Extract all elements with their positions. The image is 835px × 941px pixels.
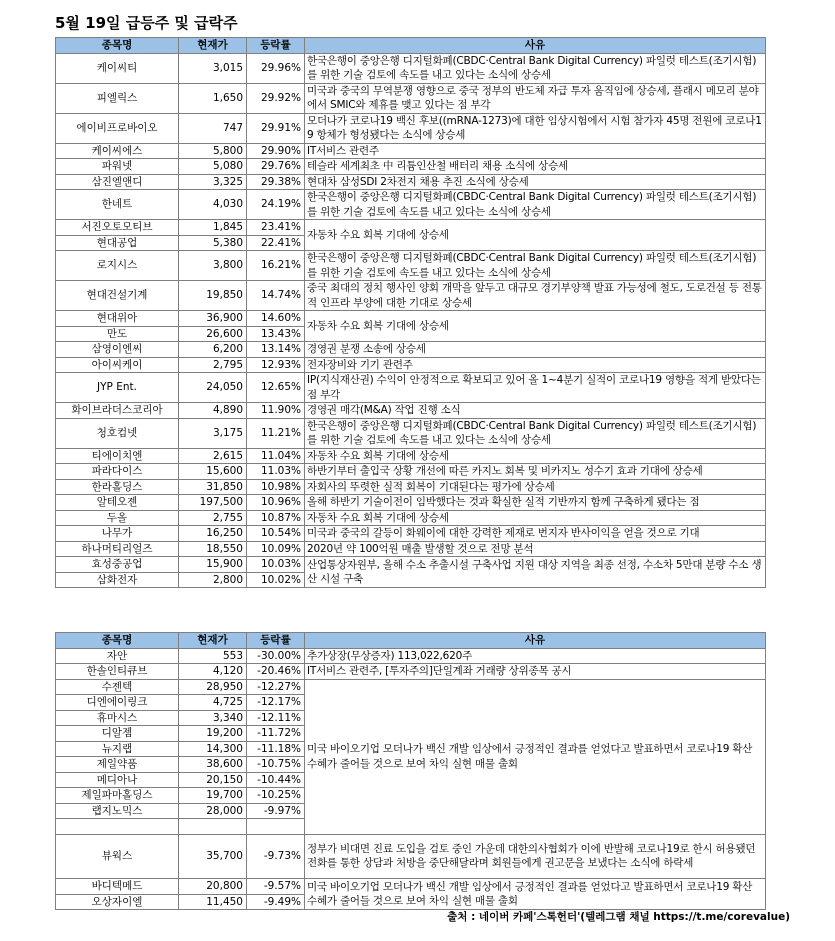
header-name: 종목명 [56,633,179,649]
stock-price: 19,700 [179,788,247,804]
stock-name: JYP Ent. [56,373,179,403]
stock-price: 15,900 [179,557,247,573]
stock-price: 14,300 [179,741,247,757]
stock-name: 파워넷 [56,159,179,175]
stock-price: 1,650 [179,83,247,113]
stock-name: 케이씨티 [56,53,179,83]
reason: 하반기부터 출입국 상황 개선에 따른 카지노 회복 및 비카지노 성수기 효과 기대에 상승세 [305,464,766,480]
stock-price: 38,600 [179,757,247,773]
change-rate: 14.74% [247,281,305,311]
stock-name: 에이비프로바이오 [56,113,179,143]
table-row [56,342,766,358]
table-row [56,174,766,190]
table-row [56,510,766,526]
table-row [56,448,766,464]
table-row [56,190,766,220]
change-rate: -12.27% [247,679,305,695]
stock-price: 31,850 [179,479,247,495]
stock-name: 뉴지랩 [56,741,179,757]
reason: 자회사의 뚜렷한 실적 회복이 기대된다는 평가에 상승세 [305,479,766,495]
stock-name: 효성중공업 [56,557,179,573]
reason: 미국과 중국의 갈등이 화웨이에 대한 강력한 제재로 번지자 반사이익을 얻을 것으로 기대 [305,526,766,542]
stock-price: 28,000 [179,803,247,819]
change-rate: -12.11% [247,710,305,726]
stock-name: 나무가 [56,526,179,542]
stock-price: 24,050 [179,373,247,403]
change-rate: -30.00% [247,648,305,664]
stock-name: 한네트 [56,190,179,220]
change-rate: 10.03% [247,557,305,573]
header-price: 현재가 [179,38,247,54]
stock-name: 파라다이스 [56,464,179,480]
change-rate: 29.76% [247,159,305,175]
change-rate: 10.96% [247,495,305,511]
table-row [56,83,766,113]
reason: 경영권 분쟁 소송에 상승세 [305,342,766,358]
stock-name: 만도 [56,326,179,342]
losers-header-row [56,633,766,649]
reason: 한국은행이 중앙은행 디지털화폐(CBDC·Central Bank Digital Currency) 파일럿 테스트(조기시험)를 위한 기술 검토에 속도를 내고 있다는 소식에 상승세 [305,53,766,83]
stock-name [56,819,179,835]
stock-price: 4,725 [179,695,247,711]
table-row [56,834,766,879]
table-row [56,664,766,680]
table-row [56,418,766,448]
reason: 미국과 중국의 무역분쟁 영향으로 중국 정부의 반도체 자급 투자 움직임에 상승세, 플래시 메모리 분야에서 SMIC와 제휴를 맺고 있다는 점 부각 [305,83,766,113]
change-rate: 10.54% [247,526,305,542]
stock-name: 바디텍메드 [56,879,179,895]
table-row [56,143,766,159]
stock-price: 5,800 [179,143,247,159]
reason: 자동차 수요 회복 기대에 상승세 [305,448,766,464]
header-rate: 등락률 [247,38,305,54]
reason: 자동차 수요 회복 기대에 상승세 [305,220,766,251]
header-reason: 사유 [305,38,766,54]
reason: IT서비스 관련주, [투자주의]단일계좌 거래량 상위종목 공시 [305,664,766,680]
stock-price: 20,150 [179,772,247,788]
change-rate [247,819,305,835]
change-rate: -9.49% [247,894,305,910]
reason: 테슬라 세계최초 中 리튬인산철 배터리 채용 소식에 상승세 [305,159,766,175]
table-row [56,373,766,403]
change-rate: -9.57% [247,879,305,895]
stock-price: 2,800 [179,572,247,588]
change-rate: -10.25% [247,788,305,804]
stock-price: 26,600 [179,326,247,342]
reason: 경영권 매각(M&A) 작업 진행 소식 [305,403,766,419]
change-rate: 12.93% [247,357,305,373]
stock-name: 한라홀딩스 [56,479,179,495]
header-reason: 사유 [305,633,766,649]
change-rate: -12.17% [247,695,305,711]
change-rate: 11.90% [247,403,305,419]
reason: 올해 하반기 기술이전이 임박했다는 것과 확실한 실적 기반까지 함께 구축하게 됐다는 점 [305,495,766,511]
change-rate: 23.41% [247,220,305,236]
table-row [56,879,766,895]
reason: 자동차 수요 회복 기대에 상승세 [305,510,766,526]
stock-price: 3,175 [179,418,247,448]
reason: 한국은행이 중앙은행 디지털화폐(CBDC·Central Bank Digital Currency) 파일럿 테스트(조기시험)를 위한 기술 검토에 속도를 내고 있다는 소식에 상승세 [305,190,766,220]
stock-name: 청호컴넷 [56,418,179,448]
change-rate: 29.91% [247,113,305,143]
stock-price: 15,600 [179,464,247,480]
reason: 산업통상자원부, 올해 수소 추출시설 구축사업 지원 대상 지역을 최종 선정, 수소차 5만대 분량 수소 생산 시설 구축 [305,557,766,588]
stock-price: 3,015 [179,53,247,83]
stock-price: 4,890 [179,403,247,419]
stock-name: 로지시스 [56,251,179,281]
table-row [56,281,766,311]
table-row [56,495,766,511]
reason: 전자장비와 기기 관련주 [305,357,766,373]
stock-price: 3,325 [179,174,247,190]
reason: 모더나가 코로나19 백신 후보((mRNA-1273)에 대한 임상시험에서 시험 참가자 45명 전원에 코로나19 항체가 형성됐다는 소식에 상승세 [305,113,766,143]
stock-price: 16,250 [179,526,247,542]
table-row [56,464,766,480]
header-name: 종목명 [56,38,179,54]
header-price: 현재가 [179,633,247,649]
stock-price: 6,200 [179,342,247,358]
stock-name: 현대위아 [56,311,179,327]
change-rate: 12.65% [247,373,305,403]
stock-price: 1,845 [179,220,247,236]
stock-price: 18,550 [179,541,247,557]
table-row [56,526,766,542]
table-row [56,479,766,495]
stock-price: 2,755 [179,510,247,526]
table-row [56,311,766,327]
stock-name: 삼진엘앤디 [56,174,179,190]
reason: 미국 바이오기업 모더나가 백신 개발 임상에서 긍정적인 결과를 얻었다고 발표하면서 코로나19 확산 수혜가 줄어들 것으로 보여 차익 실현 매물 출회 [305,679,766,834]
change-rate: 13.43% [247,326,305,342]
change-rate: 16.21% [247,251,305,281]
stock-name: 휴마시스 [56,710,179,726]
stock-price: 20,800 [179,879,247,895]
table-row [56,648,766,664]
stock-price: 197,500 [179,495,247,511]
change-rate: 29.90% [247,143,305,159]
stock-name: 제일파마홀딩스 [56,788,179,804]
stock-price: 5,080 [179,159,247,175]
stock-price: 3,800 [179,251,247,281]
reason: 정부가 비대면 진료 도입을 검토 중인 가운데 대한의사협회가 이에 반발해 코로나19로 한시 허용됐던 전화를 통한 상담과 처방을 중단해달라며 회원들에게 권고문을 보냈다는 소식에 하락세 [305,834,766,879]
stock-name: 오상자이엘 [56,894,179,910]
reason: 현대차 삼성SDI 2차전지 채용 추진 소식에 상승세 [305,174,766,190]
change-rate: 11.03% [247,464,305,480]
source-credit: 출처 : 네이버 카페'스톡헌터'(텔레그램 채널 https://t.me/corevalue) [447,911,790,923]
stock-name: 케이씨에스 [56,143,179,159]
gainers-header-row [56,38,766,54]
stock-price: 11,450 [179,894,247,910]
stock-price: 4,120 [179,664,247,680]
stock-price: 35,700 [179,834,247,879]
stock-name: 티에이치엔 [56,448,179,464]
reason: IP(지식재산권) 수익이 안정적으로 확보되고 있어 올 1~4분기 실적이 코로나19 영향을 적게 받았다는 점 부각 [305,373,766,403]
stock-name: 랩지노믹스 [56,803,179,819]
stock-name: 한솔인티큐브 [56,664,179,680]
stock-name: 제일약품 [56,757,179,773]
change-rate: 22.41% [247,235,305,251]
table-row [56,113,766,143]
stock-name: 화이브라더스코리아 [56,403,179,419]
stock-name: 현대공업 [56,235,179,251]
change-rate: -10.44% [247,772,305,788]
table-row [56,557,766,573]
change-rate: 10.98% [247,479,305,495]
table-row [56,53,766,83]
table-row [56,251,766,281]
stock-name: 메디아나 [56,772,179,788]
reason: 한국은행이 중앙은행 디지털화폐(CBDC·Central Bank Digital Currency) 파일럿 테스트(조기시험)를 위한 기술 검토에 속도를 내고 있다는 소식에 상승세 [305,418,766,448]
stock-price: 2,615 [179,448,247,464]
stock-name: 서진오토모티브 [56,220,179,236]
stock-price [179,819,247,835]
change-rate: -9.97% [247,803,305,819]
change-rate: 10.09% [247,541,305,557]
stock-name: 아이씨케이 [56,357,179,373]
change-rate: 11.21% [247,418,305,448]
stock-name: 디엔에이링크 [56,695,179,711]
change-rate: 24.19% [247,190,305,220]
stock-name: 두올 [56,510,179,526]
stock-price: 36,900 [179,311,247,327]
stock-price: 19,200 [179,726,247,742]
gainers-table [55,37,766,588]
change-rate: -10.75% [247,757,305,773]
reason: 자동차 수요 회복 기대에 상승세 [305,311,766,342]
page-title: 5월 19일 급등주 및 급락주 [55,14,238,32]
change-rate: 11.04% [247,448,305,464]
stock-name: 삼화전자 [56,572,179,588]
stock-price: 747 [179,113,247,143]
stock-name: 자안 [56,648,179,664]
table-row [56,541,766,557]
stock-price: 553 [179,648,247,664]
stock-name: 삼영이엔씨 [56,342,179,358]
stock-name: 피엘릭스 [56,83,179,113]
stock-name: 디알젬 [56,726,179,742]
change-rate: 13.14% [247,342,305,358]
stock-price: 19,850 [179,281,247,311]
table-row [56,220,766,236]
change-rate: -11.18% [247,741,305,757]
stock-price: 28,950 [179,679,247,695]
stock-name: 뷰웍스 [56,834,179,879]
losers-table [55,632,766,910]
change-rate: -11.72% [247,726,305,742]
change-rate: -20.46% [247,664,305,680]
stock-name: 현대건설기계 [56,281,179,311]
table-row [56,357,766,373]
change-rate: -9.73% [247,834,305,879]
change-rate: 29.38% [247,174,305,190]
change-rate: 29.96% [247,53,305,83]
change-rate: 10.02% [247,572,305,588]
stock-price: 4,030 [179,190,247,220]
table-row [56,403,766,419]
table-row [56,679,766,695]
stock-price: 2,795 [179,357,247,373]
change-rate: 14.60% [247,311,305,327]
reason: 2020년 약 100억원 매출 발생할 것으로 전망 분석 [305,541,766,557]
reason: 추가상장(무상증자) 113,022,620주 [305,648,766,664]
change-rate: 10.87% [247,510,305,526]
stock-price: 3,340 [179,710,247,726]
stock-name: 수젠텍 [56,679,179,695]
table-row [56,159,766,175]
reason: 한국은행이 중앙은행 디지털화폐(CBDC·Central Bank Digital Currency) 파일럿 테스트(조기시험)를 위한 기술 검토에 속도를 내고 있다는 소식에 상승세 [305,251,766,281]
change-rate: 29.92% [247,83,305,113]
reason: IT서비스 관련주 [305,143,766,159]
reason: 미국 바이오기업 모더나가 백신 개발 임상에서 긍정적인 결과를 얻었다고 발표하면서 코로나19 확산 수혜가 줄어들 것으로 보여 차익 실현 매물 출회 [305,879,766,910]
stock-name: 알테오젠 [56,495,179,511]
stock-price: 5,380 [179,235,247,251]
header-rate: 등락률 [247,633,305,649]
stock-name: 하나머티리얼즈 [56,541,179,557]
reason: 중국 최대의 정치 행사인 양회 개막을 앞두고 대규모 경기부양책 발표 가능성에 철도, 도로건설 등 전통적 인프라 부양에 대한 기대로 상승세 [305,281,766,311]
